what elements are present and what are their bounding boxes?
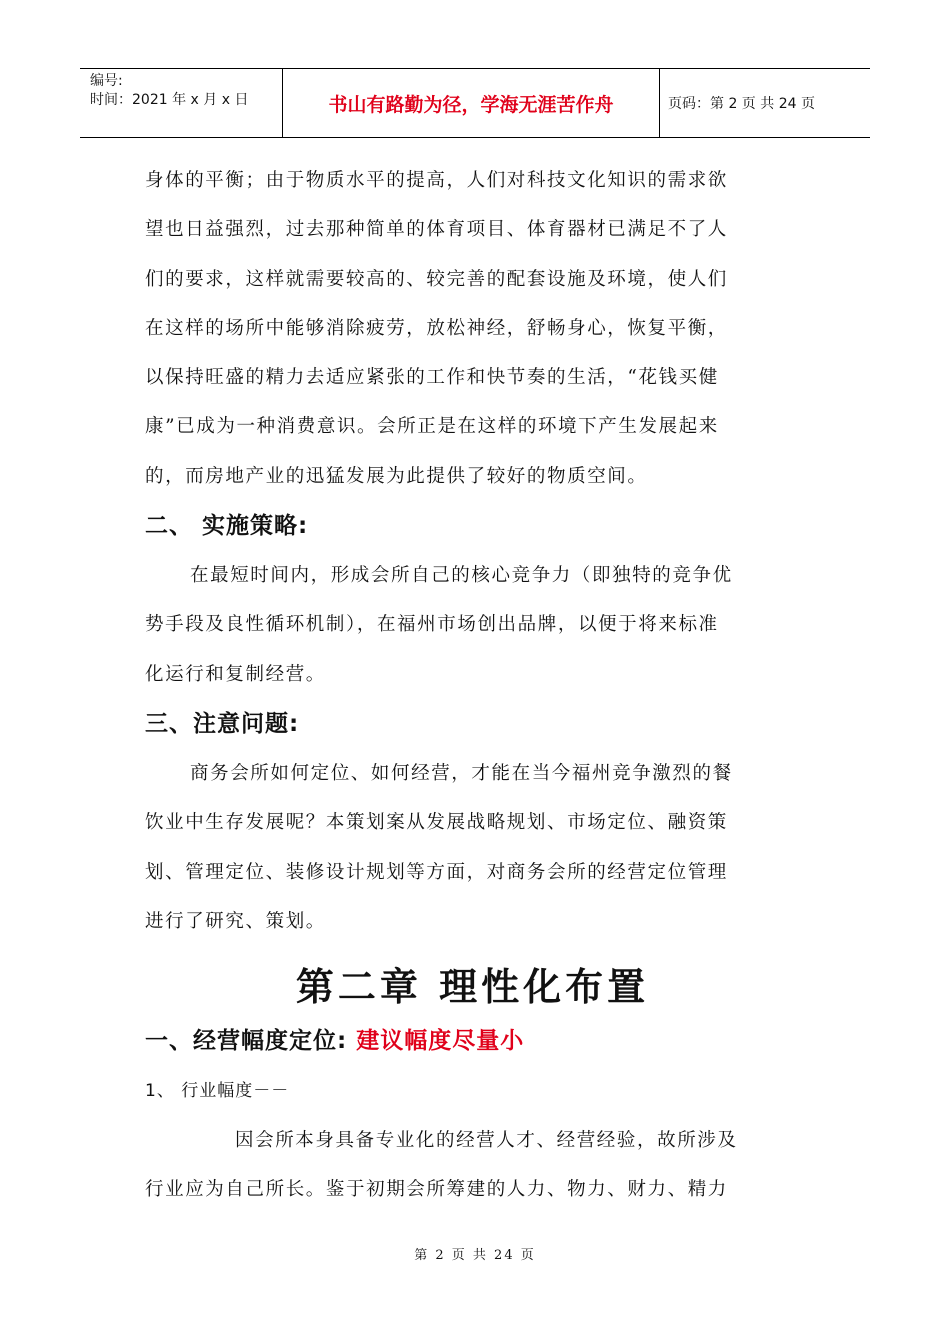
section-heading-issues: 三、注意问题: bbox=[145, 710, 300, 737]
text-line: 势手段及良性循环机制），在福州市场创出品牌，以便于将来标准 bbox=[145, 614, 719, 636]
text-line: 身体的平衡；由于物质水平的提高，人们对科技文化知识的需求欲 bbox=[145, 170, 728, 191]
section-heading-scope bbox=[145, 1016, 810, 1066]
text-line: 们的要求，这样就需要较高的、较完善的配套设施及环境，使人们 bbox=[145, 268, 728, 290]
document-number-label: 编号: bbox=[90, 73, 123, 89]
text-line: 商务会所如何定位、如何经营，才能在当今福州竞争激烈的餐 bbox=[190, 762, 733, 784]
chapter-title: 第二章 理性化布置 bbox=[295, 965, 650, 1010]
text-line: 进行了研究、策划。 bbox=[145, 910, 326, 932]
paragraph-4 bbox=[145, 1116, 810, 1215]
text-line: 化运行和复制经营。 bbox=[145, 663, 326, 685]
page-header bbox=[80, 68, 870, 138]
header-meta bbox=[80, 69, 283, 137]
paragraph-2 bbox=[145, 551, 810, 699]
list-item-industry-scope: 1、 行业幅度－－ bbox=[145, 1081, 290, 1102]
paragraph-3 bbox=[145, 749, 810, 946]
text-line: 以保持旺盛的精力去适应紧张的工作和快节奏的生活，“花钱买健 bbox=[145, 367, 719, 389]
page-footer: 第 2 页 共 24 页 bbox=[414, 1248, 536, 1263]
text-line: 因会所本身具备专业化的经营人才、经营经验，故所涉及 bbox=[235, 1130, 738, 1152]
text-line: 康”已成为一种消费意识。会所正是在这样的环境下产生发展起来 bbox=[145, 416, 719, 438]
text-line: 望也日益强烈，过去那种简单的体育项目、体育器材已满足不了人 bbox=[145, 219, 728, 241]
paragraph-1 bbox=[145, 156, 810, 501]
document-date: 时间：2021 年 x 月 x 日 bbox=[90, 92, 249, 108]
header-motto: 书山有路勤为径，学海无涯苦作舟 bbox=[283, 69, 660, 137]
header-page-info: 页码：第 2 页 共 24 页 bbox=[668, 96, 815, 112]
section-heading-strategy: 二、 实施策略: bbox=[145, 513, 309, 540]
text-line: 行业应为自己所长。鉴于初期会所筹建的人力、物力、财力、精力 bbox=[145, 1179, 728, 1201]
text-line: 在这样的场所中能够消除疲劳，放松神经，舒畅身心，恢复平衡， bbox=[145, 317, 728, 339]
text-line: 在最短时间内，形成会所自己的核心竞争力（即独特的竞争优 bbox=[190, 565, 733, 587]
section-heading-scope-label: 一、经营幅度定位: bbox=[145, 1028, 357, 1055]
text-line: 的，而房地产业的迅猛发展为此提供了较好的物质空间。 bbox=[145, 465, 648, 487]
section-heading-highlight: 建议幅度尽量小 bbox=[356, 1028, 525, 1055]
text-line: 饮业中生存发展呢？本策划案从发展战略规划、市场定位、融资策 bbox=[145, 812, 728, 834]
document-body bbox=[145, 156, 810, 1215]
text-line: 划、管理定位、装修设计规划等方面，对商务会所的经营定位管理 bbox=[145, 861, 728, 883]
